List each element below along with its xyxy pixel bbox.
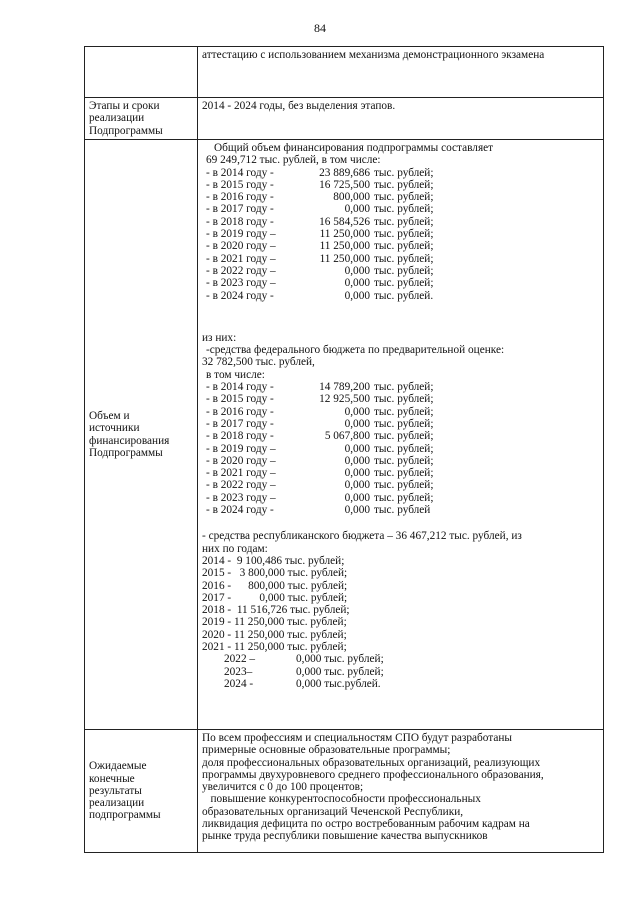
year-value: 14 789,200 [319,381,370,394]
republic-year-row: 2015 - 3 800,000 тыс. рублей; [202,567,348,580]
stages-label [85,98,198,140]
year-value: 0,000 [344,277,370,290]
year-value: 16 584,526 [319,215,370,228]
year-label: - в 2014 году - [206,381,274,394]
year-label: - в 2019 году – [206,228,276,241]
of-them-label: из них: [202,331,237,344]
year-row [202,240,599,252]
year-value: 800,000 [333,191,370,204]
year-label: - в 2018 году - [206,430,274,443]
year-label: 2023– [224,665,253,678]
result-line: примерные основные образовательные программы; [202,744,451,757]
year-unit: тыс. рублей; [374,166,434,179]
year-unit: тыс. рублей; [374,178,434,191]
year-value: 0,000 [344,479,370,492]
year-value: 0,000 [344,405,370,418]
year-label: 2022 – [224,653,256,666]
year-unit: тыс. рублей; [374,381,434,394]
year-label: - в 2020 году – [206,240,276,253]
financing-intro: Общий объем финансирования подпрограммы составляет [214,142,494,154]
year-label: - в 2015 году - [206,393,274,406]
subprogram-passport-table [84,46,604,853]
year-unit: тыс. рублей; [374,454,434,467]
year-row [202,479,599,491]
republic-year-row: 2021 - 11 250,000 тыс. рублей; [202,640,347,653]
year-unit: тыс. рублей; [374,405,434,418]
year-row [202,277,599,289]
row-label-empty [85,47,198,98]
republic-heading: - средства республиканского бюджета – 36 467,212 тыс. рублей, из [202,530,522,543]
year-value: 0,000 [344,442,370,455]
year-unit: тыс. рублей. [374,289,434,302]
year-unit: тыс. рублей; [374,393,434,406]
year-row [202,443,599,455]
year-row [202,203,599,215]
financing-total: 69 249,712 тыс. рублей, в том числе: [206,154,381,167]
result-line: образовательных организаций Чеченской Республики, [202,805,464,818]
year-value: 0,000 тыс. рублей; [296,665,384,678]
year-label: - в 2023 году – [206,491,276,504]
year-label: - в 2024 году - [206,504,274,517]
republic-year-row: 2020 - 11 250,000 тыс. рублей; [202,628,347,641]
year-row [202,216,599,228]
result-line: программы двухуровневого среднего профессионального образования, [202,768,544,781]
total-by-year-list [202,167,599,302]
label-line: Подпрограммы [89,446,163,459]
label-line: конечные [89,772,135,785]
year-unit: тыс. рублей [374,504,431,517]
year-value: 0,000 [344,289,370,302]
year-unit: тыс. рублей; [374,191,434,204]
year-label: - в 2022 году – [206,479,276,492]
year-unit: тыс. рублей; [374,491,434,504]
year-row [202,492,599,504]
year-value: 0,000 [344,504,370,517]
year-label: - в 2017 году - [206,203,274,216]
year-row [202,179,599,191]
year-value: 11 250,000 [319,228,370,241]
federal-incl-label: в том числе: [206,368,265,381]
label-line: Этапы и сроки [89,100,160,112]
year-value: 0,000 тыс.рублей. [296,677,381,690]
year-row [202,430,599,442]
year-row [202,406,599,418]
year-value: 23 889,686 [319,166,370,179]
year-value: 11 250,000 [319,240,370,253]
year-value: 0,000 тыс. рублей; [296,653,384,666]
year-row [202,265,599,277]
year-label: - в 2018 году - [206,215,274,228]
year-row [202,393,599,405]
republic-year-row: 2019 - 11 250,000 тыс. рублей; [202,616,347,629]
page-number: 84 [314,21,326,35]
year-row [202,167,599,179]
republic-year-row: 2018 - 11 516,726 тыс. рублей; [202,604,350,617]
year-unit: тыс. рублей; [374,203,434,216]
financing-label [85,140,198,730]
year-value: 16 725,500 [319,178,370,191]
year-unit: тыс. рублей; [374,430,434,443]
stages-content: 2014 - 2024 годы, без выделения этапов. [198,98,604,140]
year-label: - в 2021 году – [206,252,276,265]
label-line: реализации [89,797,145,810]
year-unit: тыс. рублей; [374,479,434,492]
label-line: подпрограммы [89,809,161,822]
year-unit: тыс. рублей; [374,215,434,228]
result-line: доля профессиональных образовательных организаций, реализующих [202,756,541,769]
year-label: - в 2017 году - [206,417,274,430]
table-row [85,140,604,730]
year-row [202,228,599,240]
financing-content [198,140,604,730]
year-unit: тыс. рублей; [374,467,434,480]
republic-heading-cont: них по годам: [202,542,268,555]
label-line: результаты [89,784,142,797]
year-label: - в 2022 году – [206,264,276,277]
year-row [202,467,599,479]
republic-year-row: 2014 - 9 100,486 тыс. рублей; [202,554,345,567]
year-row [202,381,599,393]
year-row [202,418,599,430]
year-value: 5 067,800 [324,430,370,443]
federal-heading: -средства федерального бюджета по предварительной оценке: [206,344,505,357]
label-line: Ожидаемые [89,760,147,773]
result-line: повышение конкурентоспособности профессиональных [202,793,481,806]
year-value: 0,000 [344,467,370,480]
year-row [202,455,599,467]
year-label: - в 2021 году – [206,467,276,480]
federal-by-year-list [202,381,599,516]
year-unit: тыс. рублей; [374,240,434,253]
year-value: 11 250,000 [319,252,370,265]
year-label: - в 2015 году - [206,178,274,191]
republic-tail-row [202,653,599,665]
year-label: - в 2020 году – [206,454,276,467]
year-value: 0,000 [344,454,370,467]
exam-attestation-text: аттестацию с использованием механизма демонстрационного экзамена [198,47,604,98]
year-unit: тыс. рублей; [374,417,434,430]
year-row [202,504,599,516]
year-value: 12 925,500 [319,393,370,406]
year-label: 2024 - [224,677,254,690]
year-label: - в 2023 году – [206,277,276,290]
results-content [198,730,604,853]
republic-tail-row [202,678,599,690]
label-line: реализации [89,112,145,125]
year-row [202,253,599,265]
republic-by-year-list [202,555,599,653]
results-label [85,730,198,853]
year-label: - в 2014 году - [206,166,274,179]
republic-year-row: 2017 - 0,000 тыс. рублей; [202,591,348,604]
label-line: финансирования [89,434,170,447]
year-unit: тыс. рублей; [374,277,434,290]
label-line: Подпрограммы [89,124,163,137]
label-line: источники [89,422,140,435]
republic-tail-row [202,666,599,678]
table-row [85,730,604,853]
result-line: По всем профессиям и специальностям СПО будут разработаны [202,732,512,744]
year-value: 0,000 [344,264,370,277]
year-value: 0,000 [344,203,370,216]
year-row [202,290,599,302]
year-unit: тыс. рублей; [374,252,434,265]
year-label: - в 2019 году – [206,442,276,455]
result-line: увеличится с 0 до 100 процентов; [202,781,364,794]
republic-year-row: 2016 - 800,000 тыс. рублей; [202,579,348,592]
table-row [85,47,604,98]
year-value: 0,000 [344,491,370,504]
year-label: - в 2016 году - [206,405,274,418]
year-label: - в 2024 году - [206,289,274,302]
year-label: - в 2016 году - [206,191,274,204]
year-unit: тыс. рублей; [374,264,434,277]
table-row [85,98,604,140]
result-line: ликвидация дефицита по остро востребованным рабочим кадрам на [202,818,530,831]
result-line: рынке труда республики повышение качества выпускников [202,830,488,843]
year-row [202,191,599,203]
year-unit: тыс. рублей; [374,228,434,241]
year-unit: тыс. рублей; [374,442,434,455]
year-value: 0,000 [344,417,370,430]
federal-total: 32 782,500 тыс. рублей, [202,356,315,369]
republic-tail-list [202,653,599,690]
label-line: Объем и [89,409,130,422]
